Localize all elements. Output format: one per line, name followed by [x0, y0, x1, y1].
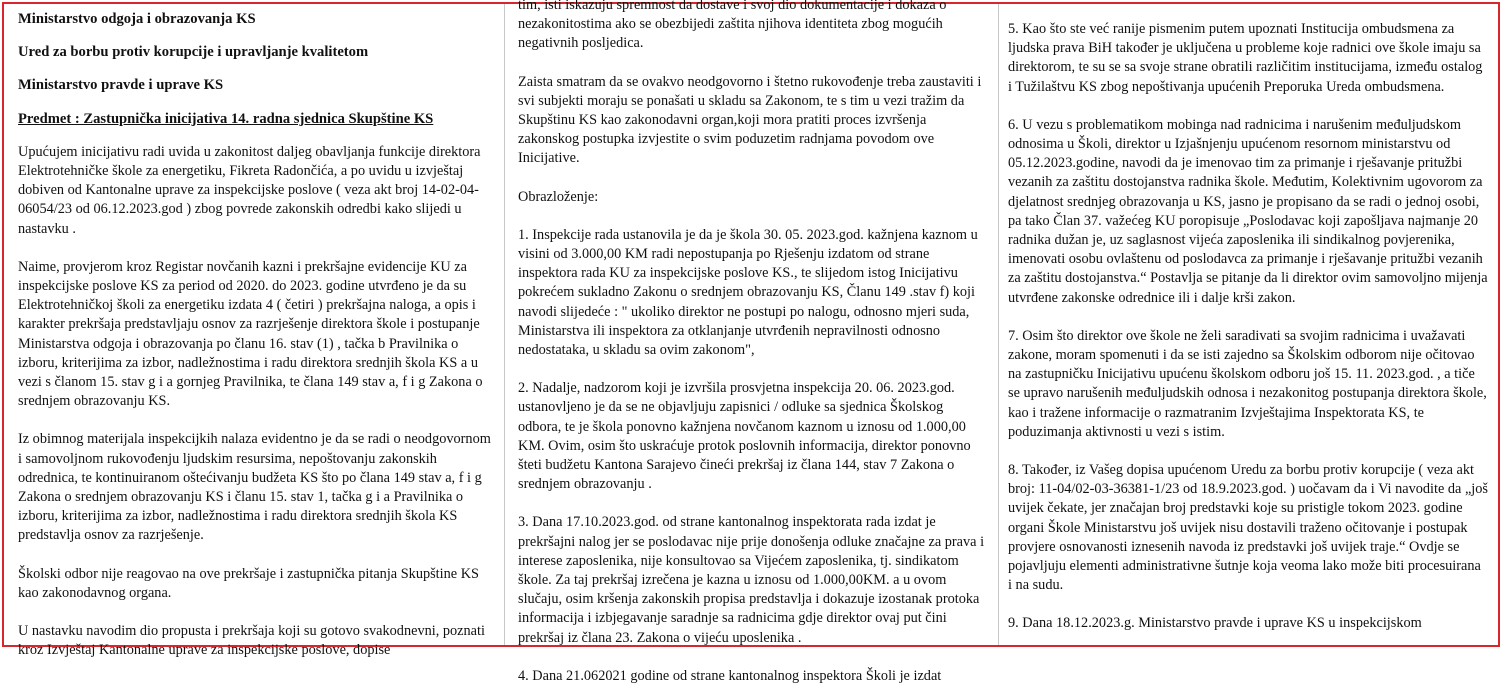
paragraph: 6. U vezu s problematikom mobinga nad radnicima i narušenim međuljudskom odnosima u Školi, direktor u Izjašnjenju upućenom resornom ministarstvu od 05.12.2023.godine, navodi da je imenovao tim za primanje i rješavanje pritužbi vezanih za zaštitu dostojanstva radnika škole. Međutim, Kolektivnim ugovorom za djelatnost srednjeg obrazovanja u KS, jasno je propisano da se radi o jednoj osobi, pa tako Član 37. važećeg KU poropisuje „Poslodavac koji zapošljava najmanje 20 radnika dužan je, uz saglasnost vijeća zaposlenika ili sindikalnog povjerenika, imenovati osobu ovlaštenu od poslodavca za primanje i rješavanje pritužbi vezanih za zaštitu dostojanstva.“ Postavlja se pitanje da li direktor ovim samovoljno mijenja utvrđene zakonske odrednice ili i dalje krši zakon. [1008, 116, 1488, 306]
paragraph: Iz obimnog materijala inspekcijkih nalaza evidentno je da se radi o neodgovornom i samovoljnom rukovođenju ljudskim resursima, nepoštovanju zakonskih odrednica, te kontinuiranom oštećivanju budžeta KS što po člana 149 stav a, f i g Zakona o srednjem obrazovanju KS i članu 15. stav 1, tačka g i a Pravilnika o izboru, kriterijima za izbor, nadležnostima i radu direktora srednjih škola KS predstavlja osnov za razrješenje. [18, 431, 491, 544]
paragraph: 3. Dana 17.10.2023.god. od strane kantonalnog inspektorata rada izdat je prekršajni nalog jer se poslodavac nije prije donošenja odluke značajne za prava i interese zaposlenika, nije konsultovao sa Vijećem zaposlenika, tj. sindikatom škole. Za taj prekršaj izrečena je kazna u iznosu od 1.000,00KM. a u ovom slučaju, osim kršenja zakonskih propisa predstavlja i dokazuje izostanak protoka informacija i izbjegavanje saradnje sa radnicima gdje direktor ovaj put čini prekršaj iz člana 23. Zakona o vijeću uposlenika . [518, 514, 985, 646]
paragraph: Školski odbor nije reagovao na ove prekršaje i zastupnička pitanja Skupštine KS kao zakonodavnog organa. [18, 565, 479, 601]
paragraph: 2. Nadalje, nadzorom koji je izvršila prosvjetna inspekcija 20. 06. 2023.god. ustanovljeno je da se ne objavljuju zapisnici / odluke sa sjednica Školskog odbora, te je škola ponovno kažnjena novčanom kaznom u iznosu od 1.000,00 KM. Ovim, osim što uskraćuje protok poslovnih informacija, direktor ponovno šteti budžetu Kantona Sarajevo čineći prekršaj iz člana 144, stav 7 Zakona o srednjem obrazovanju . [518, 380, 971, 493]
column-divider [998, 4, 999, 645]
paragraph: 4. Dana 21.062021 godine od strane kantonalnog inspektora Školi je izdat [518, 667, 942, 684]
paragraph: 8. Također, iz Vašeg dopisa upućenom Uredu za borbu protiv korupcije ( veza akt broj: 11-04/02-03-36381-1/23 od 18.9.2023.god. ) uočavam da i Vi navodite da „još uvijek čekate, jer značajan broj predstavki koje su pristigle tokom 2023. godine organi Škole Ministarstvu još uvijek nisu dostavili traženo očitovanje i postupak provjere osnovanosti iznesenih navoda iz predstavki još uvijek traje.“ Ovdje se pojavljuju elementi administrativne šutnje koja veoma lako može biti procesuirana i na sudu. [1008, 462, 1488, 594]
paragraph: 1. Inspekcije rada ustanovila je da je škola 30. 05. 2023.god. kažnjena kaznom u visini od 3.000,00 KM radi nepostupanja po Rješenju izdatom od strane inspektora rada KU za inspekcijske poslove KS., te slijedom istog Inicijativu pokrećem sukladno Zakonu o srednjem obrazovanju KS, Članu 149 .stav f) koji navodi slijedeće : " ukoliko direktor ne postupi po nalogu, odnosno mjeri suda, Ministarstva ili inspektora za otklanjanje utvrđenih nepravilnosti odnosno nedostataka, u skladu sa ovim zakonom", [518, 226, 978, 359]
column-middle [518, 0, 988, 684]
document-page [2, 0, 1500, 684]
paragraph: Zaista smatram da se ovakvo neodgovorno i štetno rukovođenje treba zaustaviti i svi subjekti moraju se ponašati u skladu sa Zakonom, te s tim u vezi tražim da Skupštinu KS kao zakonodavni organ,koji mora pratiti proces izvršenja zakonskog postupka izvjestite o svim poduzetim radnjama povodom ove Inicijative. [518, 73, 982, 167]
section-heading: Obrazloženje: [518, 188, 599, 205]
column-left [18, 10, 496, 659]
addressee-line: Ministarstvo odgoja i obrazovanja KS [18, 11, 256, 27]
column-right [1008, 20, 1488, 661]
paragraph: 9. Dana 18.12.2023.g. Ministarstvo pravde i uprave KS u inspekcijskom [1008, 615, 1422, 632]
paragraph: tim, isti iskazuju spremnost da dostave i svoj dio dokumentacije i dokaza o nezakonitostima ako se obezbijedi zaštita njihova identiteta zbog mogućih negativnih posljedica. [518, 0, 947, 52]
subject-line: Predmet : Zastupnička inicijativa 14. radna sjednica Skupštine KS [18, 110, 434, 127]
addressee-line: Ministarstvo pravde i uprave KS [18, 77, 224, 94]
paragraph: Naime, provjerom kroz Registar novčanih kazni i prekršajne evidencije KU za inspekcijske poslove KS za period od 2020. do 2023. godine utvrđeno je da su Elektrotehničkoj školi za energetiku izdata 4 ( četiri ) prekršajna naloga, a opis i karakter prekršaja predstavljaju osnov za razrješenje direktora škole i postupanje Ministarstva odgoja i obrazovanja po članu 16. stav (1) , tačka b Pravilnika o izboru, kriterijima za izbor, nadležnostima i radu direktora srednjih škola KS a u vezi s članom 15. stav g i a gornjeg Pravilnika, te člana 149 stav a, f i g Zakona o srednjem obrazovanju KS. [18, 258, 483, 410]
column-divider [504, 4, 505, 645]
addressee-line: Ured za borbu protiv korupcije i upravljanje kvalitetom [18, 44, 369, 61]
paragraph: U nastavku navodim dio propusta i prekršaja koji su gotovo svakodnevni, poznati kroz Izvještaj Kantonalne uprave za inspekcijske poslove, dopise [18, 623, 485, 659]
paragraph: 7. Osim što direktor ove škole ne želi saradivati sa svojim radnicima i uvažavati zakone, moram spomenuti i da se isti zajedno sa Školskim odborom nije očitovao na zastupničku Inicijativu upućenu školskom odboru još 15. 11. 2023.god. , a tiče se upravo narušenih međuljudskih odnosa i nezakonitog postupanja direktora škole, kao i tražene informacije o razmatranim Izvještajima Inspektorata KS, te poduzimanja aktivnosti u vezi s istim. [1008, 327, 1487, 440]
paragraph: Upućujem inicijativu radi uvida u zakonitost daljeg obavljanja funkcije direktora Elektrotehničke škole za energetiku, Fikreta Radončića, a po uvidu u izvještaj dobiven od Kantonalne uprave za inspekcijske poslove ( veza akt broj 14-02-04-06054/23 od 06.12.2023.god ) zbog povrede zakonskih odredbi kako slijedi u nastavku . [18, 143, 481, 237]
paragraph: 5. Kao što ste već ranije pismenim putem upoznati Institucija ombudsmena za ljudska prava BiH također je uključena u probleme koje radnici ove škole imaju sa direktorom, te su se sa svoje strane obratili različitim institucijama, između ostalog i Tužilaštvu KS zbog nepoštivanja upućenih Preporuka Ureda ombudsmena. [1008, 21, 1483, 95]
